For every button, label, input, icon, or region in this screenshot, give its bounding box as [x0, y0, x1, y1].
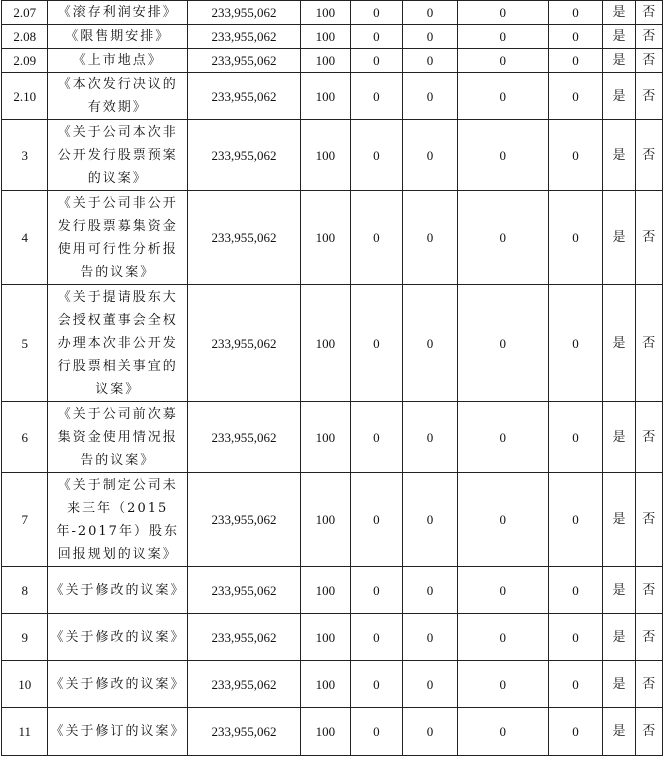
table-row — [2, 191, 663, 285]
item-number-cell: 5 — [2, 285, 48, 402]
shares-abstain-cell: 0 — [457, 708, 548, 756]
voting-results-table — [1, 0, 663, 756]
shares-abstain-cell: 0 — [457, 25, 548, 49]
shares-abstain-cell: 0 — [457, 73, 548, 120]
passed-flag-cell: 是 — [603, 402, 635, 473]
shares-abstain-cell: 0 — [457, 614, 548, 661]
item-number-cell: 10 — [2, 661, 48, 708]
percent-against-cell: 0 — [403, 473, 458, 567]
shares-against-cell: 0 — [350, 73, 403, 120]
shares-agree-cell: 233,955,062 — [187, 1, 300, 25]
table-row — [2, 661, 663, 708]
not-passed-flag-cell: 否 — [635, 614, 662, 661]
shares-agree-cell: 233,955,062 — [187, 473, 300, 567]
shares-agree-cell: 233,955,062 — [187, 285, 300, 402]
table-row — [2, 49, 663, 73]
shares-against-cell: 0 — [350, 614, 403, 661]
proposal-name-cell: 《关于制定公司未来三年（2015年-2017年）股东回报规划的议案》 — [48, 473, 187, 567]
item-number-cell: 8 — [2, 567, 48, 614]
percent-abstain-cell: 0 — [548, 49, 603, 73]
passed-flag-cell: 是 — [603, 73, 635, 120]
percent-against-cell: 0 — [403, 191, 458, 285]
percent-against-cell: 0 — [403, 25, 458, 49]
percent-against-cell: 0 — [403, 567, 458, 614]
item-number-cell: 2.09 — [2, 49, 48, 73]
percent-agree-cell: 100 — [301, 614, 351, 661]
percent-agree-cell: 100 — [301, 473, 351, 567]
percent-agree-cell: 100 — [301, 661, 351, 708]
percent-abstain-cell: 0 — [548, 708, 603, 756]
shares-abstain-cell: 0 — [457, 285, 548, 402]
table-row — [2, 73, 663, 120]
shares-against-cell: 0 — [350, 120, 403, 191]
passed-flag-cell: 是 — [603, 1, 635, 25]
percent-abstain-cell: 0 — [548, 285, 603, 402]
shares-against-cell: 0 — [350, 708, 403, 756]
shares-abstain-cell: 0 — [457, 402, 548, 473]
shares-abstain-cell: 0 — [457, 661, 548, 708]
not-passed-flag-cell: 否 — [635, 1, 662, 25]
shares-agree-cell: 233,955,062 — [187, 25, 300, 49]
proposal-name-cell: 《限售期安排》 — [48, 25, 187, 49]
table-row — [2, 567, 663, 614]
passed-flag-cell: 是 — [603, 614, 635, 661]
percent-against-cell: 0 — [403, 708, 458, 756]
percent-abstain-cell: 0 — [548, 25, 603, 49]
proposal-name-cell: 《关于提请股东大会授权董事会全权办理本次非公开发行股票相关事宜的议案》 — [48, 285, 187, 402]
table-row — [2, 285, 663, 402]
not-passed-flag-cell: 否 — [635, 473, 662, 567]
shares-agree-cell: 233,955,062 — [187, 120, 300, 191]
shares-abstain-cell: 0 — [457, 473, 548, 567]
percent-agree-cell: 100 — [301, 49, 351, 73]
percent-abstain-cell: 0 — [548, 567, 603, 614]
shares-agree-cell: 233,955,062 — [187, 402, 300, 473]
percent-agree-cell: 100 — [301, 567, 351, 614]
passed-flag-cell: 是 — [603, 285, 635, 402]
shares-abstain-cell: 0 — [457, 49, 548, 73]
not-passed-flag-cell: 否 — [635, 708, 662, 756]
percent-agree-cell: 100 — [301, 73, 351, 120]
item-number-cell: 2.10 — [2, 73, 48, 120]
percent-agree-cell: 100 — [301, 191, 351, 285]
percent-agree-cell: 100 — [301, 285, 351, 402]
percent-against-cell: 0 — [403, 120, 458, 191]
proposal-name-cell: 《上市地点》 — [48, 49, 187, 73]
shares-against-cell: 0 — [350, 567, 403, 614]
table-row — [2, 120, 663, 191]
not-passed-flag-cell: 否 — [635, 285, 662, 402]
shares-agree-cell: 233,955,062 — [187, 614, 300, 661]
passed-flag-cell: 是 — [603, 120, 635, 191]
item-number-cell: 7 — [2, 473, 48, 567]
passed-flag-cell: 是 — [603, 473, 635, 567]
shares-against-cell: 0 — [350, 661, 403, 708]
percent-against-cell: 0 — [403, 661, 458, 708]
not-passed-flag-cell: 否 — [635, 73, 662, 120]
shares-against-cell: 0 — [350, 473, 403, 567]
percent-against-cell: 0 — [403, 614, 458, 661]
percent-abstain-cell: 0 — [548, 614, 603, 661]
percent-against-cell: 0 — [403, 73, 458, 120]
percent-agree-cell: 100 — [301, 120, 351, 191]
percent-abstain-cell: 0 — [548, 191, 603, 285]
shares-abstain-cell: 0 — [457, 120, 548, 191]
passed-flag-cell: 是 — [603, 25, 635, 49]
proposal-name-cell: 《滚存利润安排》 — [48, 1, 187, 25]
shares-agree-cell: 233,955,062 — [187, 191, 300, 285]
table-row — [2, 25, 663, 49]
percent-agree-cell: 100 — [301, 1, 351, 25]
item-number-cell: 2.08 — [2, 25, 48, 49]
not-passed-flag-cell: 否 — [635, 25, 662, 49]
percent-abstain-cell: 0 — [548, 120, 603, 191]
shares-agree-cell: 233,955,062 — [187, 73, 300, 120]
shares-agree-cell: 233,955,062 — [187, 567, 300, 614]
shares-against-cell: 0 — [350, 285, 403, 402]
not-passed-flag-cell: 否 — [635, 191, 662, 285]
shares-agree-cell: 233,955,062 — [187, 49, 300, 73]
shares-against-cell: 0 — [350, 25, 403, 49]
shares-against-cell: 0 — [350, 49, 403, 73]
not-passed-flag-cell: 否 — [635, 120, 662, 191]
proposal-name-cell: 《关于修订的议案》 — [48, 708, 187, 756]
proposal-name-cell: 《关于公司前次募集资金使用情况报告的议案》 — [48, 402, 187, 473]
percent-agree-cell: 100 — [301, 402, 351, 473]
shares-against-cell: 0 — [350, 191, 403, 285]
item-number-cell: 11 — [2, 708, 48, 756]
percent-abstain-cell: 0 — [548, 661, 603, 708]
not-passed-flag-cell: 否 — [635, 402, 662, 473]
shares-abstain-cell: 0 — [457, 567, 548, 614]
percent-abstain-cell: 0 — [548, 473, 603, 567]
passed-flag-cell: 是 — [603, 567, 635, 614]
proposal-name-cell: 《关于公司本次非公开发行股票预案的议案》 — [48, 120, 187, 191]
passed-flag-cell: 是 — [603, 49, 635, 73]
proposal-name-cell: 《关于修改的议案》 — [48, 661, 187, 708]
percent-against-cell: 0 — [403, 402, 458, 473]
passed-flag-cell: 是 — [603, 191, 635, 285]
percent-abstain-cell: 0 — [548, 402, 603, 473]
table-row — [2, 473, 663, 567]
percent-abstain-cell: 0 — [548, 1, 603, 25]
table-row — [2, 1, 663, 25]
item-number-cell: 6 — [2, 402, 48, 473]
table-row — [2, 402, 663, 473]
table-row — [2, 708, 663, 756]
proposal-name-cell: 《本次发行决议的有效期》 — [48, 73, 187, 120]
passed-flag-cell: 是 — [603, 708, 635, 756]
table-body — [2, 1, 663, 756]
not-passed-flag-cell: 否 — [635, 567, 662, 614]
proposal-name-cell: 《关于修改的议案》 — [48, 614, 187, 661]
shares-agree-cell: 233,955,062 — [187, 708, 300, 756]
shares-agree-cell: 233,955,062 — [187, 661, 300, 708]
percent-against-cell: 0 — [403, 285, 458, 402]
shares-against-cell: 0 — [350, 1, 403, 25]
table-row — [2, 614, 663, 661]
not-passed-flag-cell: 否 — [635, 661, 662, 708]
not-passed-flag-cell: 否 — [635, 49, 662, 73]
shares-abstain-cell: 0 — [457, 191, 548, 285]
percent-abstain-cell: 0 — [548, 73, 603, 120]
percent-agree-cell: 100 — [301, 708, 351, 756]
percent-against-cell: 0 — [403, 49, 458, 73]
item-number-cell: 4 — [2, 191, 48, 285]
item-number-cell: 2.07 — [2, 1, 48, 25]
shares-against-cell: 0 — [350, 402, 403, 473]
proposal-name-cell: 《关于修改的议案》 — [48, 567, 187, 614]
proposal-name-cell: 《关于公司非公开发行股票募集资金使用可行性分析报告的议案》 — [48, 191, 187, 285]
shares-abstain-cell: 0 — [457, 1, 548, 25]
percent-agree-cell: 100 — [301, 25, 351, 49]
item-number-cell: 3 — [2, 120, 48, 191]
item-number-cell: 9 — [2, 614, 48, 661]
passed-flag-cell: 是 — [603, 661, 635, 708]
percent-against-cell: 0 — [403, 1, 458, 25]
